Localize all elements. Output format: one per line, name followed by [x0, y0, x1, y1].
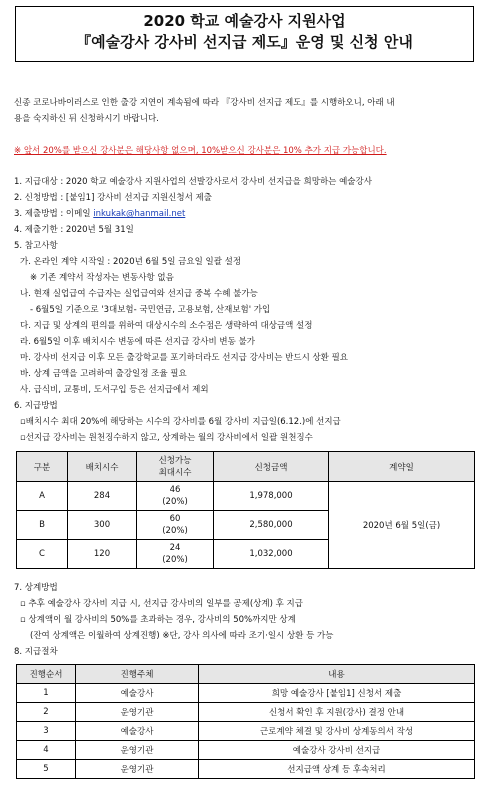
cell-contract-date: 2020년 6월 5일(금) [329, 482, 475, 569]
cell-max-value: 46 [169, 485, 181, 495]
notice-text: ※ 앞서 20%를 받으신 강사분은 해당사항 없으며, 10%받으신 강사분은 10% 추가 지급 가능합니다. [14, 146, 387, 156]
item-7c: (잔여 상계액은 이월하여 상계진행) ※단, 강사 의사에 따라 조기·일시 상환 등 가능 [30, 631, 334, 641]
item-5c: 다. 지급 및 상계의 편의를 위하여 대상시수의 소수점은 생략하여 대상금액 설정 [20, 321, 313, 331]
header-max-hours-line2: 최대시수 [158, 467, 192, 478]
cell-step: 3 [17, 722, 76, 741]
header-contract-date: 계약일 [329, 452, 475, 482]
cell-max-value: 24 [169, 543, 181, 553]
cell-step: 5 [17, 760, 76, 779]
cell-category: B [17, 511, 68, 540]
cell-actor: 예술강사 [76, 722, 199, 741]
intro-line-1: 신종 코로나바이러스로 인한 출강 지연이 계속됨에 따라 『강사비 선지급 제도』를 시행하오니, 아래 내 [14, 98, 395, 108]
cell-content: 예술강사 강사비 선지급 [199, 741, 475, 760]
item-4: 4. 제출기한 : 2020년 5월 31일 [14, 225, 134, 235]
table-row [17, 703, 475, 722]
cell-content: 선지급액 상계 등 후속처리 [199, 760, 475, 779]
header-max-hours-line1: 신청가능 [158, 455, 192, 466]
item-5e: 마. 강사비 선지급 이후 모든 출강학교를 포기하더라도 선지급 강사비는 반드시 상환 필요 [20, 353, 349, 363]
cell-amount: 2,580,000 [214, 511, 329, 540]
item-6a: ▫배치시수 최대 20%에 해당하는 시수의 강사비를 6월 강사비 지급일(6.12.)에 선지급 [20, 417, 341, 427]
item-5b-note: - 6월5일 기준으로 '3대보험- 국민연금, 고용보험, 산재보험' 가입 [30, 305, 271, 315]
item-2: 2. 신청방법 : [붙임1] 강사비 선지급 지원신청서 제출 [14, 193, 212, 203]
email-link[interactable]: inkukak@hanmail.net [93, 209, 186, 219]
title-box [15, 6, 474, 62]
cell-max-pct: (20%) [162, 526, 188, 536]
header-max-hours [137, 452, 214, 482]
item-5g: 사. 급식비, 교통비, 도서구입 등은 선지급에서 제외 [20, 385, 209, 395]
item-5a: 가. 온라인 계약 시작일 : 2020년 6월 5일 금요일 일괄 설정 [20, 257, 242, 267]
header-category: 구분 [17, 452, 68, 482]
cell-step: 1 [17, 684, 76, 703]
cell-step: 4 [17, 741, 76, 760]
cell-actor: 운영기관 [76, 741, 199, 760]
item-3-label: 3. 제출방법 : 이메일 [14, 209, 94, 219]
cell-content: 희망 예술강사 [붙임1] 신청서 제출 [199, 684, 475, 703]
item-3 [14, 208, 185, 220]
cell-hours: 284 [68, 482, 137, 511]
table-row [17, 684, 475, 703]
item-8: 8. 지급절차 [14, 647, 58, 657]
cell-actor: 예술강사 [76, 684, 199, 703]
cell-category: A [17, 482, 68, 511]
cell-step: 2 [17, 703, 76, 722]
cell-actor: 운영기관 [76, 703, 199, 722]
procedure-table [16, 664, 475, 779]
item-5: 5. 참고사항 [14, 241, 58, 251]
cell-max-pct: (20%) [162, 555, 188, 565]
cell-max [137, 540, 214, 569]
item-7: 7. 상계방법 [14, 583, 58, 593]
cell-max [137, 482, 214, 511]
header-step: 진행순서 [17, 665, 76, 684]
cell-amount: 1,978,000 [214, 482, 329, 511]
item-5d: 라. 6월5일 이후 배치시수 변동에 따른 선지급 강사비 변동 불가 [20, 337, 255, 347]
header-actor: 진행주체 [76, 665, 199, 684]
cell-max-pct: (20%) [162, 497, 188, 507]
title-line-2: 『예술강사 강사비 선지급 제도』운영 및 신청 안내 [76, 33, 413, 51]
table-row [17, 722, 475, 741]
cell-hours: 120 [68, 540, 137, 569]
cell-max-value: 60 [169, 514, 181, 524]
item-6b: ▫선지급 강사비는 원천징수하지 않고, 상계하는 월의 강사비에서 일괄 원천징수 [20, 433, 313, 443]
intro-line-2: 용을 숙지하신 뒤 신청하시기 바랍니다. [14, 114, 159, 124]
table-row [17, 741, 475, 760]
cell-max [137, 511, 214, 540]
item-5f: 바. 상계 금액을 고려하여 출강일정 조율 필요 [20, 369, 187, 379]
payment-table-header [17, 452, 475, 482]
item-7a: ▫ 추후 예술강사 강사비 지급 시, 선지급 강사비의 일부를 공제(상계) 후 지급 [20, 599, 303, 609]
payment-table [16, 451, 475, 569]
item-5b: 나. 현재 실업급여 수급자는 실업급여와 선지급 중복 수혜 불가능 [20, 289, 258, 299]
table-row [17, 760, 475, 779]
title-line-1: 2020 학교 예술강사 지원사업 [143, 12, 346, 30]
item-6: 6. 지급방법 [14, 401, 58, 411]
cell-actor: 운영기관 [76, 760, 199, 779]
cell-amount: 1,032,000 [214, 540, 329, 569]
item-1: 1. 지급대상 : 2020 학교 예술강사 지원사업의 선발강사로서 강사비 선지급을 희망하는 예술강사 [14, 177, 372, 187]
table-row [17, 482, 475, 511]
item-7b: ▫ 상계액이 월 강사비의 50%를 초과하는 경우, 강사비의 50%까지만 상계 [20, 615, 296, 625]
procedure-table-header [17, 665, 475, 684]
header-amount: 신청금액 [214, 452, 329, 482]
item-5a-note: ※ 기존 계약서 작성자는 변동사항 없음 [30, 273, 174, 283]
cell-content: 근로계약 체결 및 강사비 상계동의서 작성 [199, 722, 475, 741]
header-hours: 배치시수 [68, 452, 137, 482]
cell-hours: 300 [68, 511, 137, 540]
header-content: 내용 [199, 665, 475, 684]
cell-content: 신청서 확인 후 지원(강사) 결정 안내 [199, 703, 475, 722]
cell-category: C [17, 540, 68, 569]
